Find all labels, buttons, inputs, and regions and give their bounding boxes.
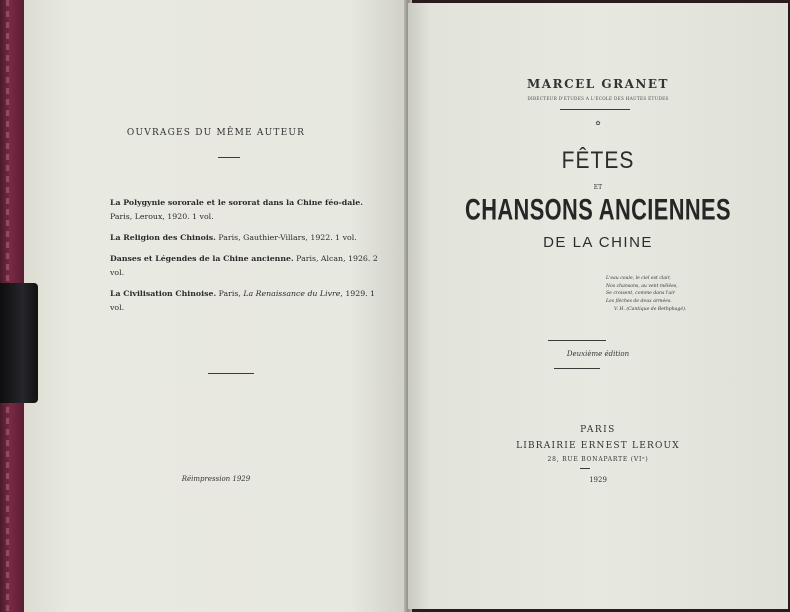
right-page bbox=[408, 3, 788, 609]
publisher-name: LIBRAIRIE ERNEST LEROUX bbox=[516, 441, 680, 451]
publisher-city: PARIS bbox=[580, 425, 616, 435]
bookmark-ribbon bbox=[0, 283, 38, 403]
book-details: Paris, Gauthier-Villars, 1922. 1 vol. bbox=[215, 233, 357, 242]
title-line-3: DE LA CHINE bbox=[543, 234, 653, 251]
list-item bbox=[110, 196, 382, 224]
heading-rule bbox=[218, 157, 240, 158]
epigraph bbox=[606, 275, 756, 314]
list-end-rule bbox=[208, 373, 254, 374]
title-line-2: CHANSONS ANCIENNES bbox=[465, 193, 731, 226]
edition-rule-bottom bbox=[554, 368, 600, 369]
reprint-note: Réimpression 1929 bbox=[181, 475, 251, 483]
left-page bbox=[24, 0, 408, 612]
publication-year: 1929 bbox=[589, 476, 607, 484]
book-title: Danses et Légendes de la Chine ancienne. bbox=[110, 254, 294, 263]
epigraph-line: Nos chansons, au vent mêlées, bbox=[606, 283, 678, 289]
book-list bbox=[110, 196, 382, 322]
edition-label: Deuxième édition bbox=[566, 350, 630, 358]
epigraph-line: Les flèches de deux armées. bbox=[606, 299, 672, 305]
book-details: Paris, Leroux, 1920. 1 vol. bbox=[110, 212, 214, 221]
publisher-address: 28, RUE BONAPARTE (VIᵉ) bbox=[547, 456, 649, 463]
flower-ornament-icon: ✿ bbox=[595, 120, 601, 127]
book-title: La Religion des Chinois. bbox=[110, 233, 216, 242]
list-item bbox=[110, 231, 382, 245]
edition-rule-top bbox=[548, 340, 606, 341]
epigraph-line: Se croisent, comme dans l'air bbox=[606, 291, 675, 297]
epigraph-line: L'eau coule, le ciel est clair, bbox=[606, 276, 671, 281]
epigraph-source: V. H. (Cantique de Bethphagé). bbox=[614, 306, 687, 312]
publisher-italic: La Renaissance du Livre bbox=[243, 289, 341, 298]
author-role: DIRECTEUR D'ÉTUDES A L'ÉCOLE DES HAUTES ÉTUDES bbox=[527, 96, 669, 101]
title-rule bbox=[560, 109, 630, 110]
title-line-1: FÊTES bbox=[561, 147, 635, 174]
year-rule bbox=[580, 468, 590, 469]
book-title: La Civilisation Chinoise. bbox=[110, 289, 217, 298]
author-name: MARCEL GRANET bbox=[527, 77, 669, 91]
book-details-tail: , 1929. 1 vol. bbox=[110, 289, 376, 312]
book-details: Paris, Alcan, 1926. 2 vol. bbox=[110, 254, 378, 277]
title-conjunction: ET bbox=[593, 184, 603, 191]
list-item bbox=[110, 252, 382, 280]
book-title: La Polygynie sororale et le sororat dans la Chine féo-dale. bbox=[110, 198, 363, 207]
list-item bbox=[110, 287, 382, 315]
other-works-heading: OUVRAGES DU MÊME AUTEUR bbox=[126, 128, 306, 138]
book-details: Paris, bbox=[216, 289, 244, 298]
